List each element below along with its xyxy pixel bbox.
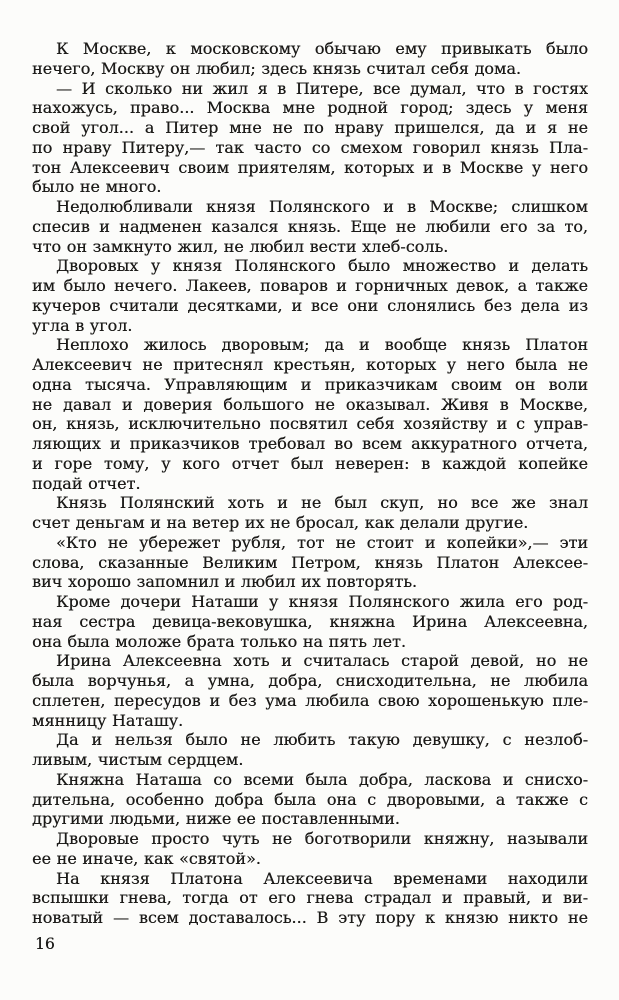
text-line: Ирина Алексеевна хоть и считалась старой девой, но не [56, 651, 588, 671]
text-line: подай отчет. [32, 473, 141, 493]
paragraph [32, 335, 588, 493]
text-line: по нраву Питеру,— так часто со смехом говорил князь Пла- [32, 137, 588, 157]
text-line: что он замкнуто жил, не любил вести хлеб-соль. [32, 236, 449, 256]
text-line: ливым, чистым сердцем. [32, 750, 244, 769]
text-line: им было нечего. Лакеев, поваров и горничных девок, а также [32, 276, 588, 295]
text-line: одна тысяча. Управляющим и приказчикам своим он воли [32, 374, 588, 394]
text-line: ляющих и приказчиков требовал во всем аккуратного отчета, [32, 434, 588, 453]
text-line: и горе тому, у кого отчет был неверен: в каждой копейке [32, 453, 588, 473]
text-line: На князя Платона Алексеевича временами находили [56, 868, 588, 888]
paragraph [32, 39, 588, 79]
text-line: она была моложе брата только на пять лет. [32, 631, 406, 651]
text-line: спесив и надменен казался князь. Еще не любили его за то, [32, 216, 588, 236]
text-line: «Кто не убережет рубля, тот не стоит и копейки»,— эти [56, 532, 588, 552]
paragraph [32, 770, 588, 829]
text-line: он, князь, исключительно посвятил себя хозяйству и с управ- [32, 414, 588, 434]
text-line: Дворовые просто чуть не боготворили княжну, называли [56, 829, 588, 848]
paragraph [32, 197, 588, 256]
text-line: свой угол... а Питер мне не по нраву пришелся, да и я не [32, 118, 588, 137]
text-line: Да и нельзя было не любить такую девушку, с незлоб- [56, 730, 588, 750]
text-line: нечего, Москву он любил; здесь князь считал себя дома. [32, 58, 521, 78]
text-line: было не много. [32, 177, 162, 197]
text-line: Алексеевич не притеснял крестьян, которых у него была не [32, 355, 588, 374]
text-line: К Москве, к московскому обычаю ему привыкать было [56, 39, 588, 58]
text-line: угла в угол. [32, 315, 133, 335]
paragraph [32, 651, 588, 730]
text-block [32, 39, 588, 928]
paragraph [32, 256, 588, 335]
page-number: 16 [35, 935, 55, 953]
text-line: сплетен, пересудов и без ума любила свою хорошенькую пле- [32, 690, 588, 710]
text-line: тон Алексеевич своим приятелям, которых и в Москве у него [32, 157, 588, 177]
text-line: Князь Полянский хоть и не был скуп, но все же знал [56, 493, 588, 513]
text-line: дительна, особенно добра была она с дворовыми, а также с [32, 789, 588, 809]
paragraph [32, 829, 588, 869]
text-line: Княжна Наташа со всеми была добра, ласкова и снисхо- [56, 769, 588, 789]
text-line: другими людьми, ниже ее поставленными. [32, 809, 400, 829]
text-line: Недолюбливали князя Полянского и в Москве; слишком [56, 197, 588, 216]
text-line: ная сестра девица-вековушка, княжна Ирина Алексеевна, [32, 611, 588, 631]
paragraph [32, 592, 588, 651]
paragraph [32, 730, 588, 770]
text-line: Кроме дочери Наташи у князя Полянского жила его род- [56, 592, 588, 611]
text-line: не давал и доверия большого не оказывал. Живя в Москве, [32, 394, 588, 414]
text-line: кучеров считали десятками, и все они слонялись без дела из [32, 295, 588, 315]
text-line: Неплохо жилось дворовым; да и вообще князь Платон [56, 335, 588, 355]
text-line: новатый — всем доставалось... В эту пору к князю никто не [32, 908, 588, 927]
paragraph [32, 493, 588, 533]
text-line: — И сколько ни жил я в Питере, все думал, что в гостях [56, 78, 588, 98]
text-line: нахожусь, право... Москва мне родной город; здесь у меня [32, 98, 588, 118]
paragraph [32, 533, 588, 592]
paragraph [32, 79, 588, 198]
text-line: Дворовых у князя Полянского было множество и делать [56, 256, 588, 276]
text-line: мянницу Наташу. [32, 710, 184, 730]
text-line: вспышки гнева, тогда от его гнева страдал и правый, и ви- [32, 888, 588, 908]
text-line: вич хорошо запомнил и любил их повторять. [32, 572, 417, 592]
text-line: была ворчунья, а умна, добра, снисходительна, не любила [32, 671, 588, 690]
paragraph [32, 869, 588, 928]
text-line: слова, сказанные Великим Петром, князь Платон Алексее- [32, 552, 588, 572]
text-line: ее не иначе, как «святой». [32, 848, 261, 868]
text-line: счет деньгам и на ветер их не бросал, как делали другие. [32, 513, 529, 532]
